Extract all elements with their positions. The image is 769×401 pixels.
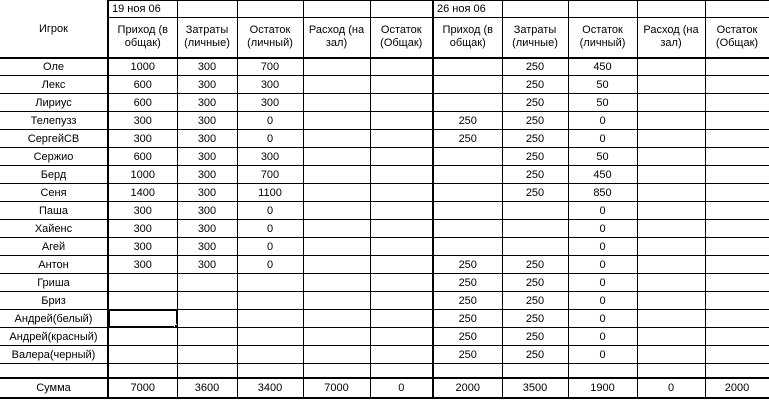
data-cell[interactable]: 250 [433, 292, 502, 310]
data-cell[interactable]: 0 [568, 328, 637, 346]
column-header-rashod-w1[interactable]: Расход (на зал) [303, 18, 370, 58]
data-cell[interactable]: 0 [370, 378, 433, 398]
data-cell[interactable]: 600 [108, 148, 177, 166]
player-row [0, 310, 769, 328]
empty-cell[interactable] [502, 1, 568, 18]
data-cell[interactable] [177, 328, 237, 346]
data-cell[interactable] [303, 148, 370, 166]
data-cell[interactable] [637, 328, 705, 346]
data-cell[interactable] [637, 166, 705, 184]
empty-cell[interactable] [568, 1, 637, 18]
data-cell[interactable] [433, 184, 502, 202]
data-cell[interactable] [705, 310, 769, 328]
player-name-cell[interactable]: Лириус [0, 94, 108, 112]
data-cell[interactable] [705, 274, 769, 292]
data-cell[interactable]: 300 [177, 166, 237, 184]
data-cell[interactable]: 7000 [108, 378, 177, 398]
data-cell[interactable]: 300 [108, 238, 177, 256]
player-name-cell[interactable]: Сеня [0, 184, 108, 202]
data-cell[interactable]: 0 [568, 310, 637, 328]
data-cell[interactable]: 3600 [177, 378, 237, 398]
data-cell[interactable]: 250 [502, 130, 568, 148]
data-cell[interactable] [303, 364, 370, 378]
data-cell[interactable] [303, 220, 370, 238]
data-cell[interactable]: 250 [502, 184, 568, 202]
data-cell[interactable] [177, 364, 237, 378]
data-cell[interactable] [433, 76, 502, 94]
data-cell[interactable]: 0 [568, 130, 637, 148]
data-cell[interactable]: 300 [177, 202, 237, 220]
data-cell[interactable] [433, 58, 502, 76]
column-header-rashod-w2[interactable]: Расход (на зал) [637, 18, 705, 58]
data-cell[interactable]: 250 [433, 256, 502, 274]
data-cell[interactable] [303, 58, 370, 76]
data-cell[interactable] [705, 76, 769, 94]
data-cell[interactable] [637, 184, 705, 202]
data-cell[interactable]: 0 [237, 112, 303, 130]
column-header-ostatok-obshak-w2[interactable]: Остаток (Общак) [705, 18, 769, 58]
column-header-zatraty-w1[interactable]: Затраты (личные) [177, 18, 237, 58]
data-cell[interactable]: 250 [433, 130, 502, 148]
player-name-cell[interactable]: Берд [0, 166, 108, 184]
player-name-cell[interactable]: Валера(черный) [0, 346, 108, 364]
player-row [0, 292, 769, 310]
player-row [0, 346, 769, 364]
player-row [0, 274, 769, 292]
data-cell[interactable]: 0 [237, 130, 303, 148]
data-cell[interactable] [108, 328, 177, 346]
data-cell[interactable] [370, 220, 433, 238]
data-cell[interactable] [637, 202, 705, 220]
data-cell[interactable] [502, 220, 568, 238]
player-column-header[interactable]: Игрок [0, 1, 108, 58]
data-cell[interactable] [370, 58, 433, 76]
data-cell[interactable]: 450 [568, 166, 637, 184]
header-row [0, 18, 769, 58]
data-cell[interactable] [705, 238, 769, 256]
data-cell[interactable] [303, 274, 370, 292]
data-cell[interactable]: 3400 [237, 378, 303, 398]
data-cell[interactable] [303, 238, 370, 256]
data-cell[interactable] [237, 346, 303, 364]
data-cell[interactable] [705, 256, 769, 274]
data-cell[interactable] [705, 94, 769, 112]
data-cell[interactable]: 600 [108, 76, 177, 94]
data-cell[interactable]: 250 [502, 148, 568, 166]
data-cell[interactable]: 0 [637, 378, 705, 398]
data-cell[interactable] [637, 220, 705, 238]
data-cell[interactable] [705, 58, 769, 76]
player-row [0, 130, 769, 148]
player-name-cell[interactable]: Антон [0, 256, 108, 274]
player-row [0, 58, 769, 76]
data-cell[interactable]: 0 [237, 202, 303, 220]
data-cell[interactable]: 1900 [568, 378, 637, 398]
data-cell[interactable]: 250 [502, 256, 568, 274]
data-cell[interactable]: 300 [237, 94, 303, 112]
data-cell[interactable] [433, 364, 502, 378]
data-cell[interactable] [705, 220, 769, 238]
data-cell[interactable] [637, 346, 705, 364]
data-cell[interactable] [237, 310, 303, 328]
data-cell[interactable]: 300 [177, 94, 237, 112]
data-cell[interactable] [108, 346, 177, 364]
data-cell[interactable]: 250 [433, 346, 502, 364]
player-name-cell[interactable]: Оле [0, 58, 108, 76]
player-row [0, 256, 769, 274]
data-cell[interactable]: 300 [177, 220, 237, 238]
player-name-cell[interactable]: СергейСВ [0, 130, 108, 148]
data-cell[interactable]: 50 [568, 76, 637, 94]
data-cell[interactable] [705, 328, 769, 346]
data-cell[interactable]: 250 [502, 292, 568, 310]
data-cell[interactable] [237, 364, 303, 378]
data-cell[interactable]: 600 [108, 94, 177, 112]
selected-cell[interactable] [108, 310, 177, 328]
data-cell[interactable]: 300 [177, 148, 237, 166]
data-cell[interactable]: 250 [502, 94, 568, 112]
data-cell[interactable] [637, 148, 705, 166]
data-cell[interactable]: 0 [237, 238, 303, 256]
data-cell[interactable] [303, 94, 370, 112]
data-cell[interactable] [177, 310, 237, 328]
data-cell[interactable] [370, 310, 433, 328]
data-cell[interactable] [705, 346, 769, 364]
data-cell[interactable]: 1100 [237, 184, 303, 202]
data-cell[interactable] [637, 94, 705, 112]
data-cell[interactable] [637, 76, 705, 94]
data-cell[interactable] [568, 364, 637, 378]
data-cell[interactable]: 250 [502, 112, 568, 130]
player-row [0, 184, 769, 202]
data-cell[interactable] [705, 202, 769, 220]
data-cell[interactable] [108, 274, 177, 292]
player-name-cell[interactable]: Андрей(красный) [0, 328, 108, 346]
data-cell[interactable] [370, 364, 433, 378]
spacer-row [0, 364, 769, 378]
data-cell[interactable] [433, 238, 502, 256]
data-cell[interactable] [303, 310, 370, 328]
data-cell[interactable]: 250 [502, 76, 568, 94]
data-cell[interactable]: 300 [177, 184, 237, 202]
data-cell[interactable] [370, 274, 433, 292]
data-cell[interactable] [303, 256, 370, 274]
data-cell[interactable] [370, 346, 433, 364]
data-cell[interactable]: 250 [502, 58, 568, 76]
data-cell[interactable] [177, 292, 237, 310]
data-cell[interactable] [370, 328, 433, 346]
data-cell[interactable]: 300 [177, 256, 237, 274]
data-cell[interactable] [433, 148, 502, 166]
empty-cell[interactable] [237, 1, 303, 18]
data-cell[interactable] [370, 184, 433, 202]
data-cell[interactable] [637, 364, 705, 378]
data-cell[interactable]: 250 [502, 328, 568, 346]
player-name-cell[interactable]: Андрей(белый) [0, 310, 108, 328]
data-cell[interactable]: 250 [502, 346, 568, 364]
data-cell[interactable] [637, 310, 705, 328]
date-cell-week1[interactable]: 19 ноя 06 [108, 1, 177, 18]
player-name-cell[interactable]: Паша [0, 202, 108, 220]
data-cell[interactable]: 1400 [108, 184, 177, 202]
data-cell[interactable]: 0 [568, 346, 637, 364]
data-cell[interactable] [637, 256, 705, 274]
data-cell[interactable] [303, 292, 370, 310]
data-cell[interactable] [502, 238, 568, 256]
player-row [0, 166, 769, 184]
data-cell[interactable]: 250 [433, 328, 502, 346]
data-cell[interactable] [303, 202, 370, 220]
column-header-prihod-w2[interactable]: Приход (в общак) [433, 18, 502, 58]
data-cell[interactable] [370, 202, 433, 220]
data-cell[interactable]: 300 [237, 76, 303, 94]
player-name-cell[interactable]: Гриша [0, 274, 108, 292]
data-cell[interactable] [705, 166, 769, 184]
data-cell[interactable]: 0 [568, 112, 637, 130]
data-cell[interactable]: 250 [502, 166, 568, 184]
data-cell[interactable] [370, 94, 433, 112]
player-name-cell[interactable]: Телепузз [0, 112, 108, 130]
data-cell[interactable]: 250 [433, 112, 502, 130]
player-name-cell[interactable]: Хайенс [0, 220, 108, 238]
column-header-ostatok-lichny-w1[interactable]: Остаток (личный) [237, 18, 303, 58]
data-cell[interactable] [177, 346, 237, 364]
data-cell[interactable] [370, 148, 433, 166]
player-name-cell[interactable]: Агей [0, 238, 108, 256]
empty-cell[interactable] [177, 1, 237, 18]
player-name-cell[interactable]: Бриз [0, 292, 108, 310]
data-cell[interactable]: 250 [433, 310, 502, 328]
data-cell[interactable]: 300 [177, 130, 237, 148]
data-cell[interactable]: 250 [433, 274, 502, 292]
data-cell[interactable] [370, 166, 433, 184]
data-cell[interactable]: 300 [177, 76, 237, 94]
player-row [0, 238, 769, 256]
sum-label-cell[interactable]: Сумма [0, 378, 108, 398]
data-cell[interactable]: 850 [568, 184, 637, 202]
data-cell[interactable]: 3500 [502, 378, 568, 398]
data-cell[interactable] [705, 130, 769, 148]
data-cell[interactable] [370, 112, 433, 130]
data-cell[interactable] [303, 166, 370, 184]
data-cell[interactable]: 1000 [108, 58, 177, 76]
data-cell[interactable] [370, 238, 433, 256]
column-header-ostatok-lichny-w2[interactable]: Остаток (личный) [568, 18, 637, 58]
data-cell[interactable] [637, 58, 705, 76]
data-cell[interactable] [637, 292, 705, 310]
data-cell[interactable] [705, 112, 769, 130]
data-cell[interactable] [637, 112, 705, 130]
data-cell[interactable]: 300 [108, 130, 177, 148]
data-cell[interactable]: 0 [568, 256, 637, 274]
data-cell[interactable] [303, 76, 370, 94]
data-cell[interactable] [303, 346, 370, 364]
data-cell[interactable] [303, 328, 370, 346]
empty-cell[interactable] [370, 1, 433, 18]
data-cell[interactable]: 50 [568, 148, 637, 166]
player-row [0, 202, 769, 220]
data-cell[interactable] [433, 220, 502, 238]
data-cell[interactable] [370, 130, 433, 148]
column-header-prihod-w1[interactable]: Приход (в общак) [108, 18, 177, 58]
data-cell[interactable] [108, 364, 177, 378]
empty-cell[interactable] [303, 1, 370, 18]
data-cell[interactable]: 300 [108, 202, 177, 220]
data-cell[interactable] [705, 148, 769, 166]
data-cell[interactable] [370, 292, 433, 310]
data-cell[interactable] [433, 94, 502, 112]
data-cell[interactable] [637, 238, 705, 256]
column-header-ostatok-obshak-w1[interactable]: Остаток (Общак) [370, 18, 433, 58]
data-cell[interactable]: 2000 [433, 378, 502, 398]
data-cell[interactable] [705, 184, 769, 202]
data-cell[interactable]: 250 [502, 274, 568, 292]
data-cell[interactable] [433, 202, 502, 220]
data-cell[interactable]: 300 [177, 112, 237, 130]
data-cell[interactable]: 0 [568, 274, 637, 292]
empty-cell[interactable] [705, 1, 769, 18]
data-cell[interactable] [108, 292, 177, 310]
data-cell[interactable]: 0 [568, 220, 637, 238]
data-cell[interactable] [303, 130, 370, 148]
data-cell[interactable]: 250 [502, 310, 568, 328]
data-cell[interactable]: 7000 [303, 378, 370, 398]
data-cell[interactable]: 700 [237, 166, 303, 184]
data-cell[interactable]: 300 [177, 58, 237, 76]
data-cell[interactable] [637, 274, 705, 292]
data-cell[interactable] [370, 76, 433, 94]
data-cell[interactable]: 2000 [705, 378, 769, 398]
data-cell[interactable] [303, 112, 370, 130]
data-cell[interactable] [502, 364, 568, 378]
data-cell[interactable] [237, 328, 303, 346]
data-cell[interactable] [303, 184, 370, 202]
data-cell[interactable]: 50 [568, 94, 637, 112]
data-cell[interactable]: 300 [108, 220, 177, 238]
data-cell[interactable]: 0 [568, 292, 637, 310]
date-row [0, 1, 769, 18]
data-cell[interactable] [502, 202, 568, 220]
player-name-cell[interactable]: Лекс [0, 76, 108, 94]
data-cell[interactable]: 700 [237, 58, 303, 76]
data-cell[interactable]: 1000 [108, 166, 177, 184]
data-cell[interactable]: 300 [108, 112, 177, 130]
player-name-cell[interactable]: Сержио [0, 148, 108, 166]
sum-row [0, 378, 769, 398]
player-row [0, 148, 769, 166]
data-cell[interactable]: 0 [237, 220, 303, 238]
player-row [0, 220, 769, 238]
player-name-cell[interactable] [0, 364, 108, 378]
data-cell[interactable] [705, 364, 769, 378]
data-cell[interactable] [433, 166, 502, 184]
empty-cell[interactable] [637, 1, 705, 18]
player-row [0, 94, 769, 112]
data-cell[interactable] [370, 256, 433, 274]
data-cell[interactable] [637, 130, 705, 148]
player-row [0, 328, 769, 346]
column-header-zatraty-w2[interactable]: Затраты (личные) [502, 18, 568, 58]
data-cell[interactable] [177, 274, 237, 292]
data-cell[interactable]: 450 [568, 58, 637, 76]
data-cell[interactable]: 300 [108, 256, 177, 274]
table-body [0, 58, 769, 398]
data-cell[interactable] [237, 292, 303, 310]
date-cell-week2[interactable]: 26 ноя 06 [433, 1, 502, 18]
data-cell[interactable]: 0 [237, 256, 303, 274]
data-cell[interactable]: 0 [568, 202, 637, 220]
data-cell[interactable] [237, 274, 303, 292]
player-row [0, 112, 769, 130]
data-cell[interactable]: 0 [568, 238, 637, 256]
player-row [0, 76, 769, 94]
data-cell[interactable]: 300 [237, 148, 303, 166]
data-cell[interactable]: 300 [177, 238, 237, 256]
data-cell[interactable] [705, 292, 769, 310]
